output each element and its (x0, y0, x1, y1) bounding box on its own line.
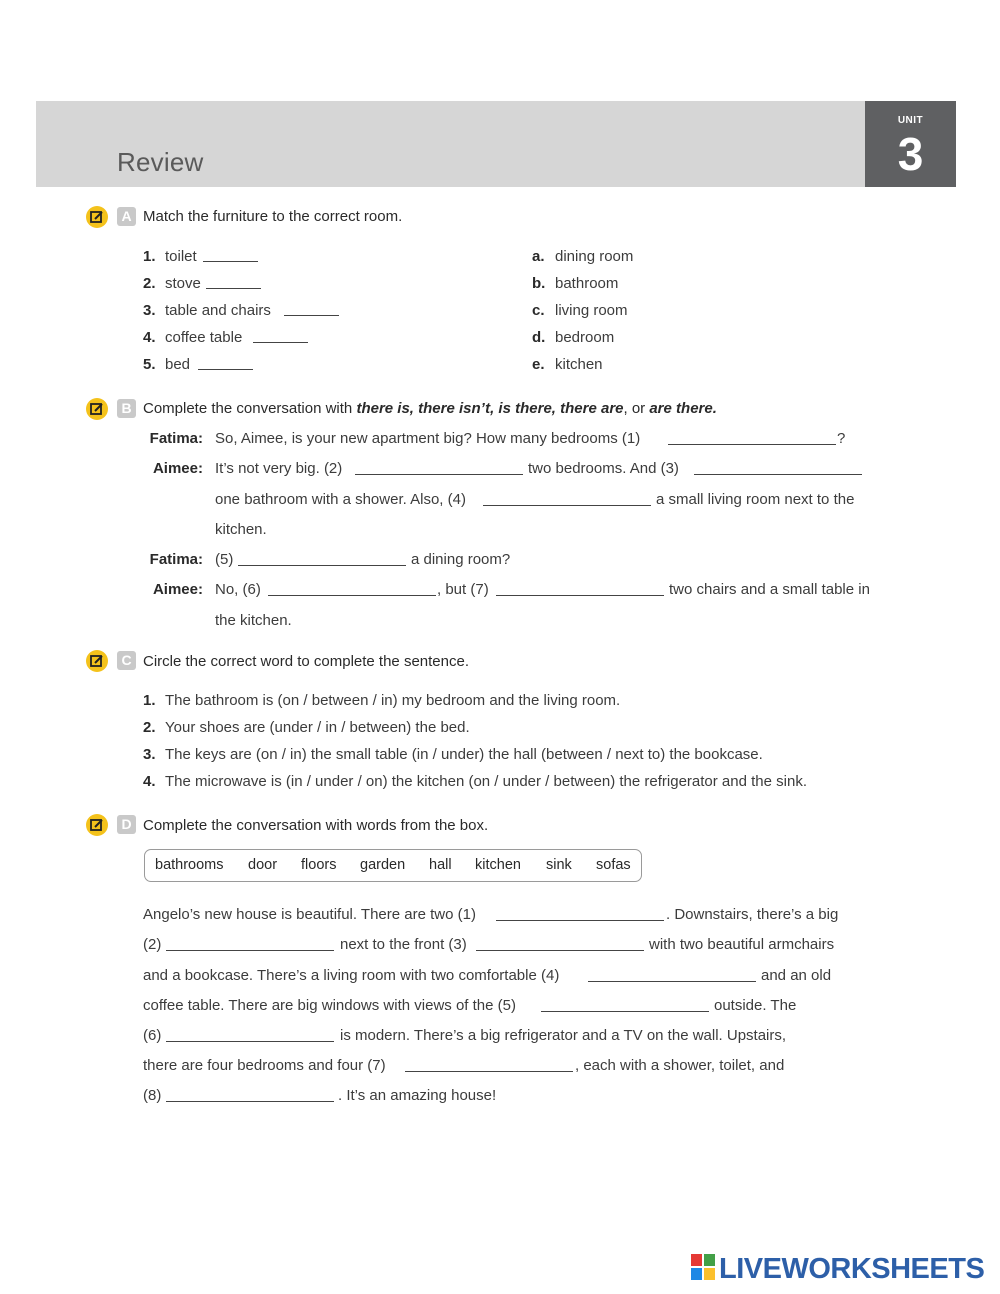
section-a-letter: A (117, 207, 136, 226)
dialogue-text: (5) (215, 551, 234, 568)
option-letter: a. (532, 248, 545, 265)
liveworksheets-brand: LIVEWORKSHEETS (719, 1253, 985, 1285)
dialogue-text: No, (6) (215, 581, 261, 598)
page-title: Review (117, 147, 204, 177)
option-text: bedroom (555, 329, 615, 346)
answer-blank[interactable] (166, 1101, 334, 1102)
option-text: dining room (555, 248, 634, 265)
answer-blank[interactable] (588, 981, 756, 982)
instruction-italic: are there. (649, 400, 717, 417)
option-letter: d. (532, 329, 546, 346)
section-b-letter: B (117, 399, 136, 418)
passage-text: coffee table. There are big windows with views of the (5) (143, 997, 516, 1014)
item-number: 5. (143, 356, 156, 373)
item-text: The microwave is (in / under / on) the kitchen (on / under / between) the refrigerator and the sink. (165, 773, 807, 790)
answer-blank[interactable] (268, 595, 436, 596)
liveworksheets-logo-icon (691, 1254, 715, 1285)
option-text: bathroom (555, 275, 619, 292)
speaker-aimee: Aimee: (152, 460, 203, 477)
word-box-item: hall (429, 857, 452, 873)
word-box-item: door (248, 857, 278, 873)
option-text: kitchen (555, 356, 603, 373)
passage-text: (2) (143, 936, 162, 953)
item-number: 4. (143, 773, 156, 790)
pencil-note-icon (86, 650, 108, 672)
dialogue-text: It’s not very big. (2) (215, 460, 343, 477)
dialogue-text: ? (837, 430, 846, 447)
answer-blank[interactable] (496, 920, 664, 921)
passage-text: (8) (143, 1087, 162, 1104)
instruction-italic: there is, there isn’t, is there, there are (356, 400, 624, 417)
unit-label: UNIT (897, 115, 924, 126)
section-c-instruction: Circle the correct word to complete the sentence. (143, 653, 469, 670)
item-number: 1. (143, 692, 156, 709)
answer-blank[interactable] (206, 288, 261, 289)
section-a-instruction: Match the furniture to the correct room. (143, 208, 403, 225)
passage-text: and an old (761, 967, 832, 984)
word-box-item: floors (301, 857, 337, 873)
pencil-note-icon (86, 814, 108, 836)
item-text: bed (165, 356, 191, 373)
option-text: living room (555, 302, 628, 319)
passage-text: with two beautiful armchairs (649, 936, 835, 953)
answer-blank[interactable] (198, 369, 253, 370)
answer-blank[interactable] (166, 1041, 334, 1042)
passage-text: Angelo’s new house is beautiful. There are two (1) (143, 906, 476, 923)
dialogue-text: a dining room? (411, 551, 511, 568)
section-d-letter: D (117, 815, 136, 834)
answer-blank[interactable] (496, 595, 664, 596)
passage-text: outside. The (714, 997, 797, 1014)
item-number: 3. (143, 302, 156, 319)
passage-text: next to the front (3) (340, 936, 467, 953)
item-number: 3. (143, 746, 156, 763)
word-box-item: bathrooms (155, 857, 224, 873)
answer-blank[interactable] (203, 261, 258, 262)
dialogue-text: a small living room next to the (656, 491, 855, 508)
answer-blank[interactable] (405, 1071, 573, 1072)
answer-blank[interactable] (668, 444, 836, 445)
answer-blank[interactable] (166, 950, 334, 951)
speaker-fatima: Fatima: (149, 551, 203, 568)
answer-blank[interactable] (284, 315, 339, 316)
answer-blank[interactable] (238, 565, 406, 566)
section-d-instruction: Complete the conversation with words from the box. (143, 817, 489, 834)
answer-blank[interactable] (355, 474, 523, 475)
item-text: table and chairs (165, 302, 271, 319)
item-text: The bathroom is (on / between / in) my bedroom and the living room. (165, 692, 621, 709)
pencil-note-icon (86, 206, 108, 228)
item-text: The keys are (on / in) the small table (in / under) the hall (between / next to) the bookcase. (165, 746, 763, 763)
instruction-text: , or (623, 400, 650, 417)
speaker-aimee: Aimee: (152, 581, 203, 598)
passage-text: . Downstairs, there’s a big (666, 906, 839, 923)
option-letter: b. (532, 275, 546, 292)
option-letter: c. (532, 302, 545, 319)
item-number: 1. (143, 248, 156, 265)
answer-blank[interactable] (253, 342, 308, 343)
item-text: Your shoes are (under / in / between) the bed. (165, 719, 470, 736)
dialogue-text: , but (7) (437, 581, 489, 598)
unit-number: 3 (897, 128, 924, 180)
passage-text: there are four bedrooms and four (7) (143, 1057, 386, 1074)
passage-text: (6) (143, 1027, 162, 1044)
section-b-instruction (143, 400, 717, 417)
passage-text: is modern. There’s a big refrigerator and a TV on the wall. Upstairs, (340, 1027, 787, 1044)
passage-text: and a bookcase. There’s a living room with two comfortable (4) (143, 967, 560, 984)
dialogue-text: the kitchen. (215, 612, 292, 629)
dialogue-text: two bedrooms. And (3) (528, 460, 679, 477)
word-box-item: kitchen (475, 857, 521, 873)
instruction-text: Complete the conversation with (143, 400, 357, 417)
dialogue-text: So, Aimee, is your new apartment big? How many bedrooms (1) (215, 430, 641, 447)
dialogue-text: kitchen. (215, 521, 267, 538)
unit-badge (865, 101, 956, 187)
option-letter: e. (532, 356, 545, 373)
item-text: coffee table (165, 329, 243, 346)
item-text: stove (165, 275, 201, 292)
dialogue-text: two chairs and a small table in (669, 581, 870, 598)
passage-text: , each with a shower, toilet, and (575, 1057, 785, 1074)
word-box-item: garden (360, 857, 406, 873)
item-number: 4. (143, 329, 156, 346)
item-number: 2. (143, 719, 156, 736)
answer-blank[interactable] (476, 950, 644, 951)
pencil-note-icon (86, 398, 108, 420)
dialogue-text: one bathroom with a shower. Also, (4) (215, 491, 466, 508)
item-text: toilet (165, 248, 197, 265)
speaker-fatima: Fatima: (149, 430, 203, 447)
answer-blank[interactable] (694, 474, 862, 475)
answer-blank[interactable] (483, 505, 651, 506)
passage-text: . It’s an amazing house! (338, 1087, 497, 1104)
answer-blank[interactable] (541, 1011, 709, 1012)
section-c-letter: C (117, 651, 136, 670)
word-box-item: sink (546, 857, 572, 873)
item-number: 2. (143, 275, 156, 292)
word-box-item: sofas (596, 857, 631, 873)
